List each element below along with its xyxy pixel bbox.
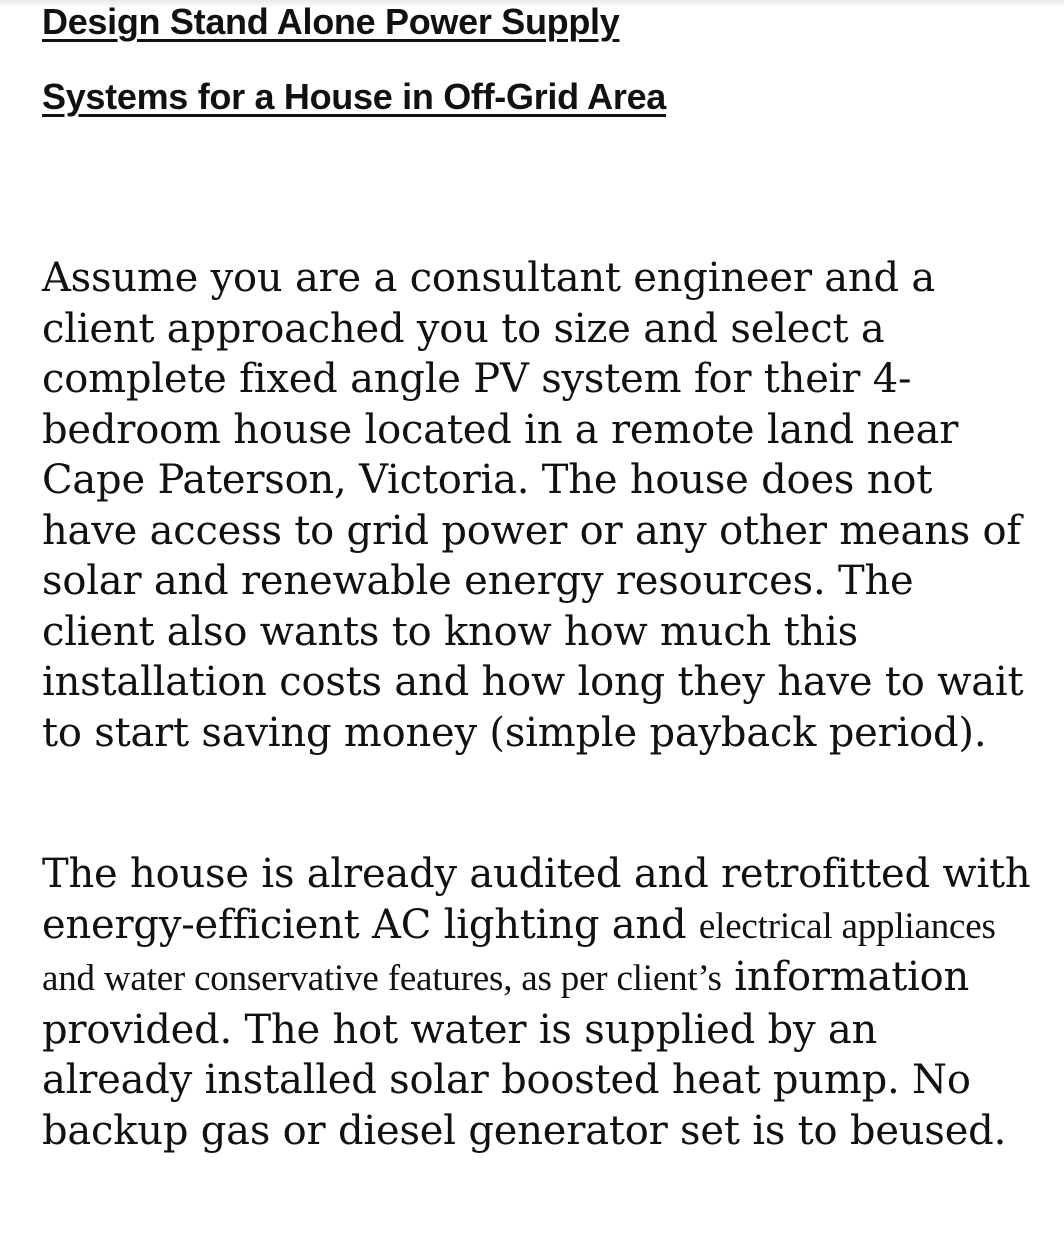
title-line-2: Systems for a House in Off-Grid Area (42, 76, 667, 117)
document-title (42, 0, 1032, 134)
paragraph-2-run-1: The house is already audited and retrofitted with energy-efficient AC lighting and (42, 851, 1031, 948)
paragraph-scenario: Assume you are a consultant engineer and a client approached you to size and select a complete fixed angle PV system for their 4-bedroom house located in a remote land near Cape Paterson, Victoria. The house does not have access to grid power or any other means of solar and renewable energy resources. The client also wants to know how much this installation costs and how long they have to wait to start saving money (simple payback period). (42, 255, 1024, 756)
paragraph-house-details (42, 849, 1032, 1156)
paragraph-2-run-2: electrical appliances and water conservative features, as per client’s (42, 905, 996, 999)
title-line-1: Design Stand Alone Power Supply (42, 1, 620, 42)
paragraph-2-run-3: information provided. The hot water is supplied by an already installed solar boosted heat pump. No backup gas or diesel generator set is to beused. (42, 954, 1007, 1154)
